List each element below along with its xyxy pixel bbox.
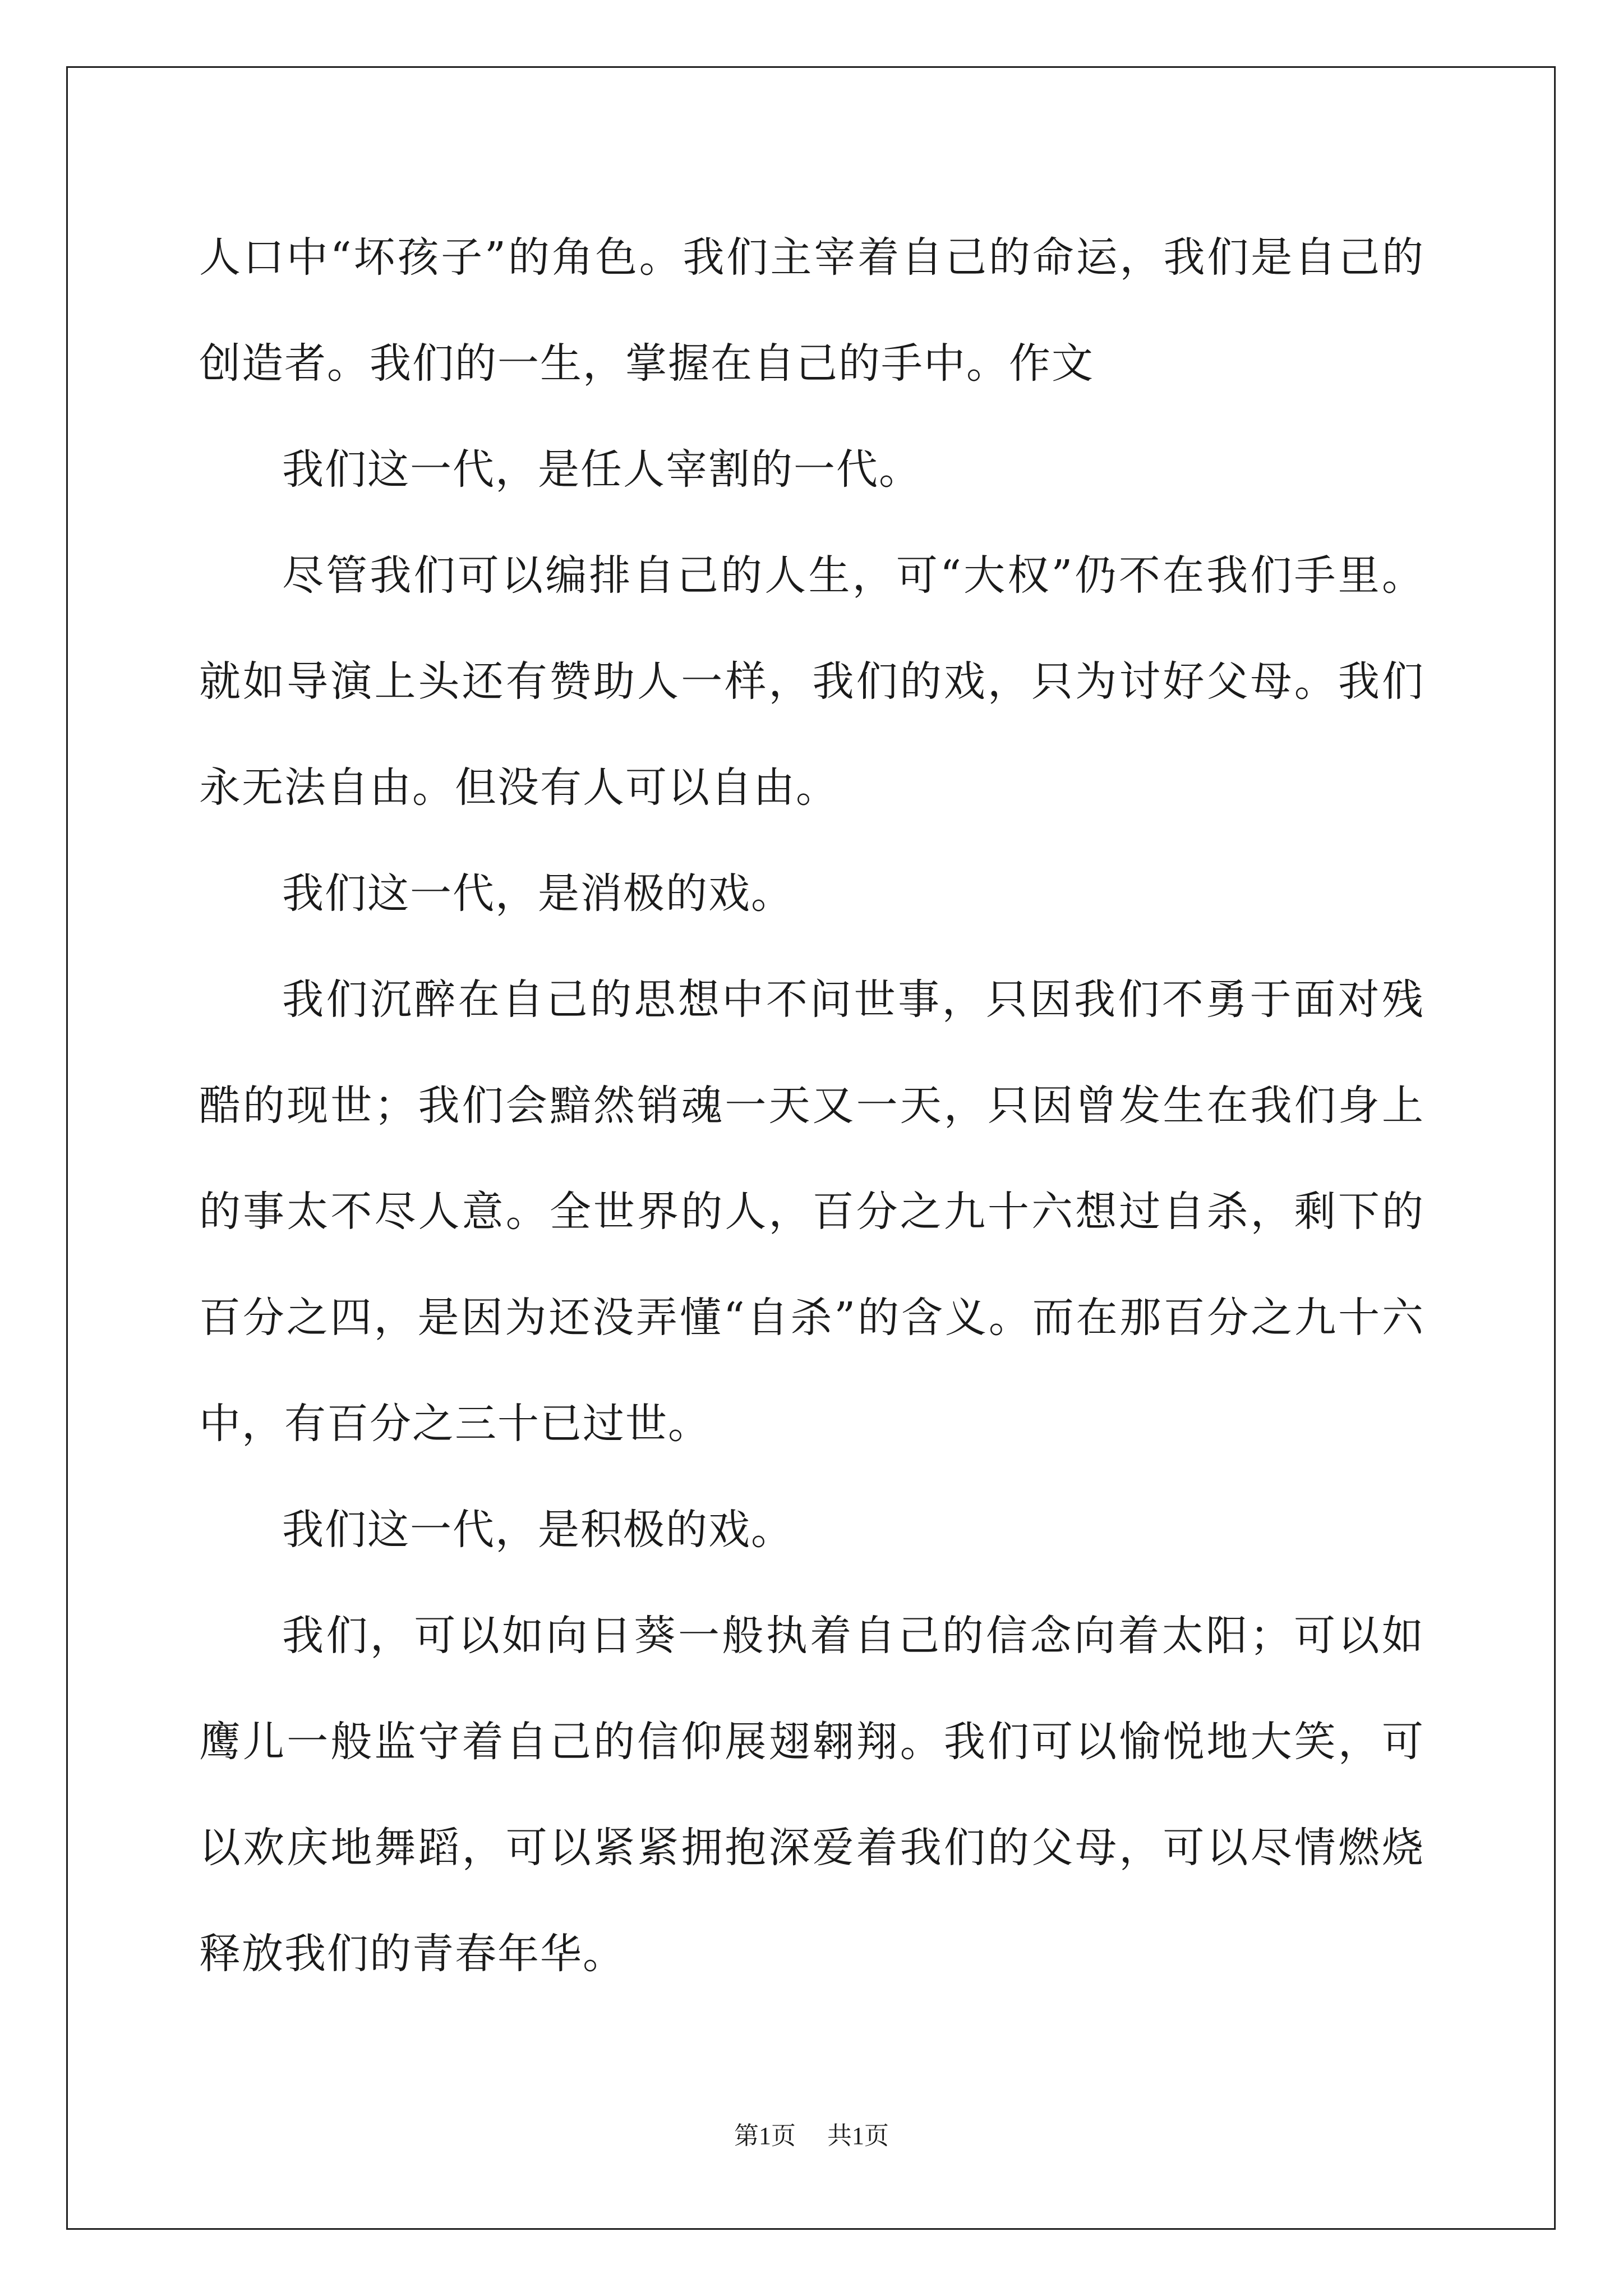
paragraph-5: 我们沉醉在自己的思想中不问世事，只因我们不勇于面对残酷的现世；我们会黯然销魂一天又一天，只因曾发生在我们身上的事太不尽人意。全世界的人，百分之九十六想过自杀，剩下的百分之四，是因为还没弄懂“自杀”的含义。而在那百分之九十六中，有百分之三十已过世。 [199,976,1424,1448]
paragraph-4: 我们这一代，是消极的戏。 [282,869,794,918]
document-body [199,205,1424,2007]
paragraph-2: 我们这一代，是任人宰割的一代。 [282,445,921,494]
page-number-total: 共1页 [827,2122,889,2150]
paragraph-1: 人口中“坏孩子”的角色。我们主宰着自己的命运，我们是自己的创造者。我们的一生，掌握在自己的手中。作文 [199,233,1424,388]
page-number-current: 第1页 [734,2122,796,2150]
page-footer [0,2119,1623,2153]
paragraph-3: 尽管我们可以编排自己的人生，可“大权”仍不在我们手里。就如导演上头还有赞助人一样，我们的戏，只为讨好父母。我们永无法自由。但没有人可以自由。 [199,551,1424,812]
paragraph-6: 我们这一代，是积极的戏。 [282,1506,794,1554]
paragraph-7: 我们，可以如向日葵一般执着自己的信念向着太阳；可以如鹰儿一般监守着自己的信仰展翅翱翔。我们可以愉悦地大笑，可以欢庆地舞蹈，可以紧紧拥抱深爱着我们的父母，可以尽情燃烧释放我们的青春年华。 [199,1612,1424,1978]
